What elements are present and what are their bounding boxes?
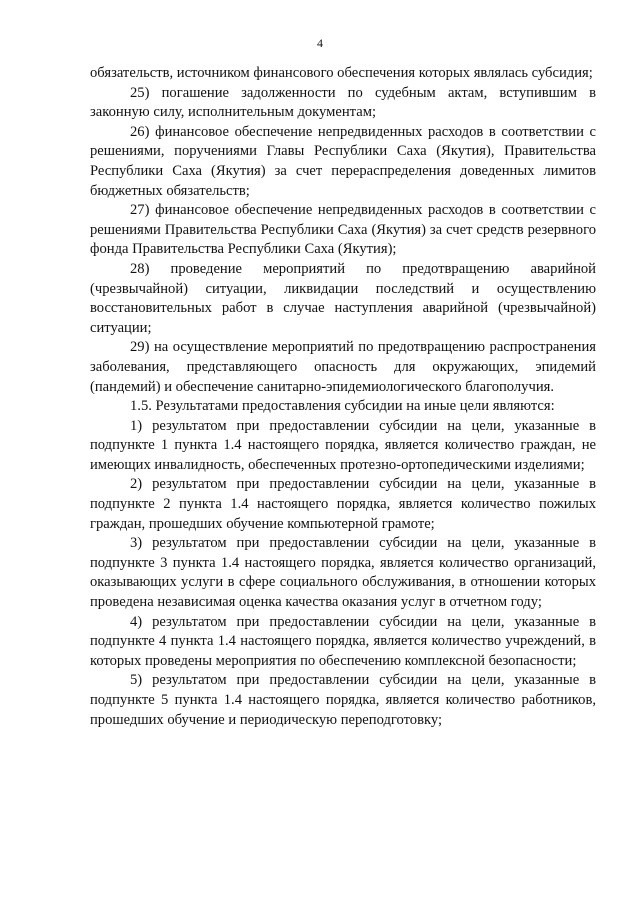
paragraph: [90, 613, 596, 672]
paragraph-text: финансовое обеспечение непредвиденных расходов в соответствии с решениями Правительства Республики Саха (Якутия) за счет средств резервного фонда Правительства Республики Саха (Якутия);: [90, 202, 596, 258]
paragraph: [90, 260, 596, 338]
paragraph-text: погашение задолженности по судебным актам, вступившим в законную силу, исполнительным документам;: [90, 84, 596, 121]
paragraph: [90, 84, 596, 123]
paragraph: [90, 671, 596, 730]
paragraph: [90, 201, 596, 260]
paragraph: [90, 338, 596, 397]
paragraph-text: проведение мероприятий по предотвращению аварийной (чрезвычайной) ситуации, ликвидации последствий и осуществлению восстановительных работ в случае наступления аварийной (чрезвычайной) ситуации;: [90, 260, 596, 336]
paragraph: [90, 123, 596, 201]
paragraph-text: результатом при предоставлении субсидии на цели, указанные в подпункте 5 пункта 1.4 настоящего порядка, является количество работников, прошедших обучение и периодическую переподготовку;: [90, 672, 596, 728]
paragraph-text: результатом при предоставлении субсидии на цели, указанные в подпункте 3 пункта 1.4 настоящего порядка, является количество организаций, оказывающих услуги в сфере социального обслуживания, в отношении которых проведена независимая оценка качества оказания услуг в отчетном году;: [90, 535, 596, 611]
paragraph-number: 1.5.: [130, 398, 152, 415]
paragraph-text: на осуществление мероприятий по предотвращению распространения заболевания, представляющего опасность для окружающих, эпидемий (пандемий) и обеспечение санитарно-эпидемиологического благополучия.: [90, 339, 596, 395]
paragraph-text: результатом при предоставлении субсидии на цели, указанные в подпункте 4 пункта 1.4 настоящего порядка, является количество учреждений, в которых проведены мероприятия по обеспечению комплексной безопасности;: [90, 613, 596, 669]
paragraph-number: 3): [130, 535, 143, 552]
paragraph-number: 5): [130, 672, 143, 689]
page-number: 4: [317, 36, 323, 50]
paragraph-text: финансовое обеспечение непредвиденных расходов в соответствии с решениями, поручениями Главы Республики Саха (Якутия), Правительства Республики Саха (Якутия) за счет перераспределения доведенных лимитов бюджетных обязательств;: [90, 123, 596, 199]
paragraph: [90, 64, 596, 84]
paragraph-number: 28): [130, 260, 150, 277]
paragraph-text: Результатами предоставления субсидии на иные цели являются:: [155, 398, 555, 415]
paragraph-number: 4): [130, 613, 143, 630]
paragraph: [90, 397, 596, 417]
paragraph-number: 25): [130, 84, 150, 101]
paragraph: [90, 475, 596, 534]
document-body: [90, 64, 596, 730]
paragraph-number: 29): [130, 339, 150, 356]
paragraph-number: 1): [130, 417, 143, 434]
paragraph: [90, 534, 596, 612]
paragraph: [90, 417, 596, 476]
paragraph-text: результатом при предоставлении субсидии на цели, указанные в подпункте 1 пункта 1.4 настоящего порядка, является количество граждан, не имеющих инвалидность, обеспеченных протезно-ортопедическими изделиями;: [90, 417, 596, 473]
paragraph-number: 2): [130, 476, 143, 493]
paragraph-number: 27): [130, 202, 150, 219]
paragraph-number: 26): [130, 123, 150, 140]
paragraph-text: обязательств, источником финансового обеспечения которых являлась субсидия;: [90, 65, 593, 81]
paragraph-text: результатом при предоставлении субсидии на цели, указанные в подпункте 2 пункта 1.4 настоящего порядка, является количество пожилых граждан, прошедших обучение компьютерной грамоте;: [90, 476, 596, 532]
